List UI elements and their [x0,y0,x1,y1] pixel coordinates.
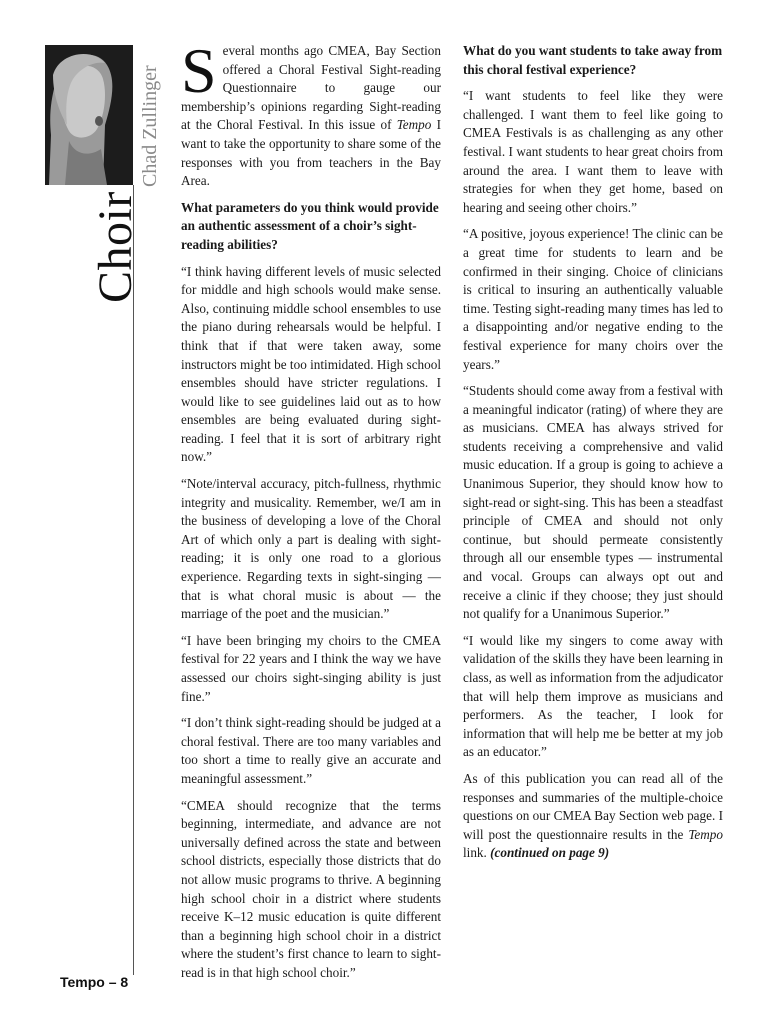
response-paragraph: “A positive, joyous experience! The clinic can be a great time for students to learn and be confirmed in their singing. Choice of clinicians is critical to insuring an authentically valuable time. Testing sight-reading many times has led to a disappointing and/or negative ending to the festival experience for many choirs over the years.” [463,226,723,372]
section-title-text: Choir [89,191,142,303]
column-divider-rule [133,185,134,975]
article-column-1 [181,35,441,991]
response-paragraph: “I would like my singers to come away with validation of the skills they have been learning in class, as well as information from the adjudicator that will help them improve as musicians and performers. As the teacher, I look for information that will help me be better at my job as an educator.” [463,632,724,760]
response-paragraph: “Students should come away from a festival with a meaningful indicator (rating) of where they are as musicians. CMEA has always strived for students receiving a comprehensive and valid music education. If a group is going to achieve a Unanimous Superior, they should know how to sight-read or sight-sing. This has been a steadfast principle of CMEA and should not only continue, but should permeate consistently through all our ensemble types — instrumental and vocal. Groups can always opt out and receive a clinic if they choose; they just should not qualify for a Unanimous Superior.” [463,383,723,622]
singer-photo-illustration [45,45,133,185]
section-title [89,191,142,303]
continued-note: (continued on page 9) [490,845,610,861]
author-name-text: Chad Zullinger [139,65,161,187]
drop-cap: S [181,35,217,106]
response-paragraph: “I want students to feel like they were challenged. I want them to feel like going to CMEA Festivals is as challenging as any other festival. I want students to hear great choirs from around the area. I want them to leave with strategies for when they get home, based on hearing and seeing other choirs.” [463,88,723,215]
response-paragraph: “I think having different levels of music selected for middle and high schools would make sense. Also, continuing middle school ensembles to use the piano during rehearsals would be helpful. I think that if that were taken away, some instructors might be too intimidated. High school ensembles should have stricter regulations. I would like to see guidelines laid out as to how ensembles are being evaluated during sight-reading. I feel that it is sort of arbitrary right now.” [181,263,441,465]
response-paragraph: “CMEA should recognize that the terms beginning, intermediate, and advance are not universally defined across the state and between school districts, especially those districts that do not allow music programs to thrive. A beginning high school choir in a district where students receive K–12 music education is quite different than a beginning high school choir in a district where the student’s first chance to learn to sight-read is in that high school choir.” [181,797,441,980]
response-paragraph: “Note/interval accuracy, pitch-fullness, rhythmic integrity and musicality. Remember, we/I am in the business of developing a love of the Choral Art of which only a part is dealing with sight-reading; it is only one road to a glorious experience. Regarding texts in sight-singing — that is what choral music is about — the marriage of the poet and the musician.” [181,476,441,622]
response-paragraph: “I don’t think sight-reading should be judged at a choral festival. There are too many variables and too short a time to really give an accurate and meaningful assessment.” [181,715,441,786]
response-paragraph: “I have been bringing my choirs to the CMEA festival for 22 years and I think the way we have assessed our choirs sight-singing ability is just fine.” [181,632,441,704]
author-name [138,45,162,187]
page-footer: Tempo – 8 [60,974,129,990]
closing-paragraph: As of this publication you can read all of the responses and summaries of the multiple-choice questions on our CMEA Bay Section web page. I will post the questionnaire results in the Tempo link. (continued on page 9) [463,770,723,861]
article-column-2 [463,42,723,871]
singer-photo [45,45,133,185]
question-heading-1: What parameters do you think would provide an authentic assessment of a choir’s sight-reading abilities? [181,199,439,252]
question-heading-2: What do you want students to take away from this choral festival experience? [463,43,723,77]
intro-paragraph: Several months ago CMEA, Bay Section offered a Choral Festival Sight-reading Questionnaire to gauge our membership’s opinions regarding Sight-reading at the Choral Festival. In this issue of Tempo I want to take the opportunity to share some of the responses with you from teachers in the Bay Area. [181,35,441,189]
